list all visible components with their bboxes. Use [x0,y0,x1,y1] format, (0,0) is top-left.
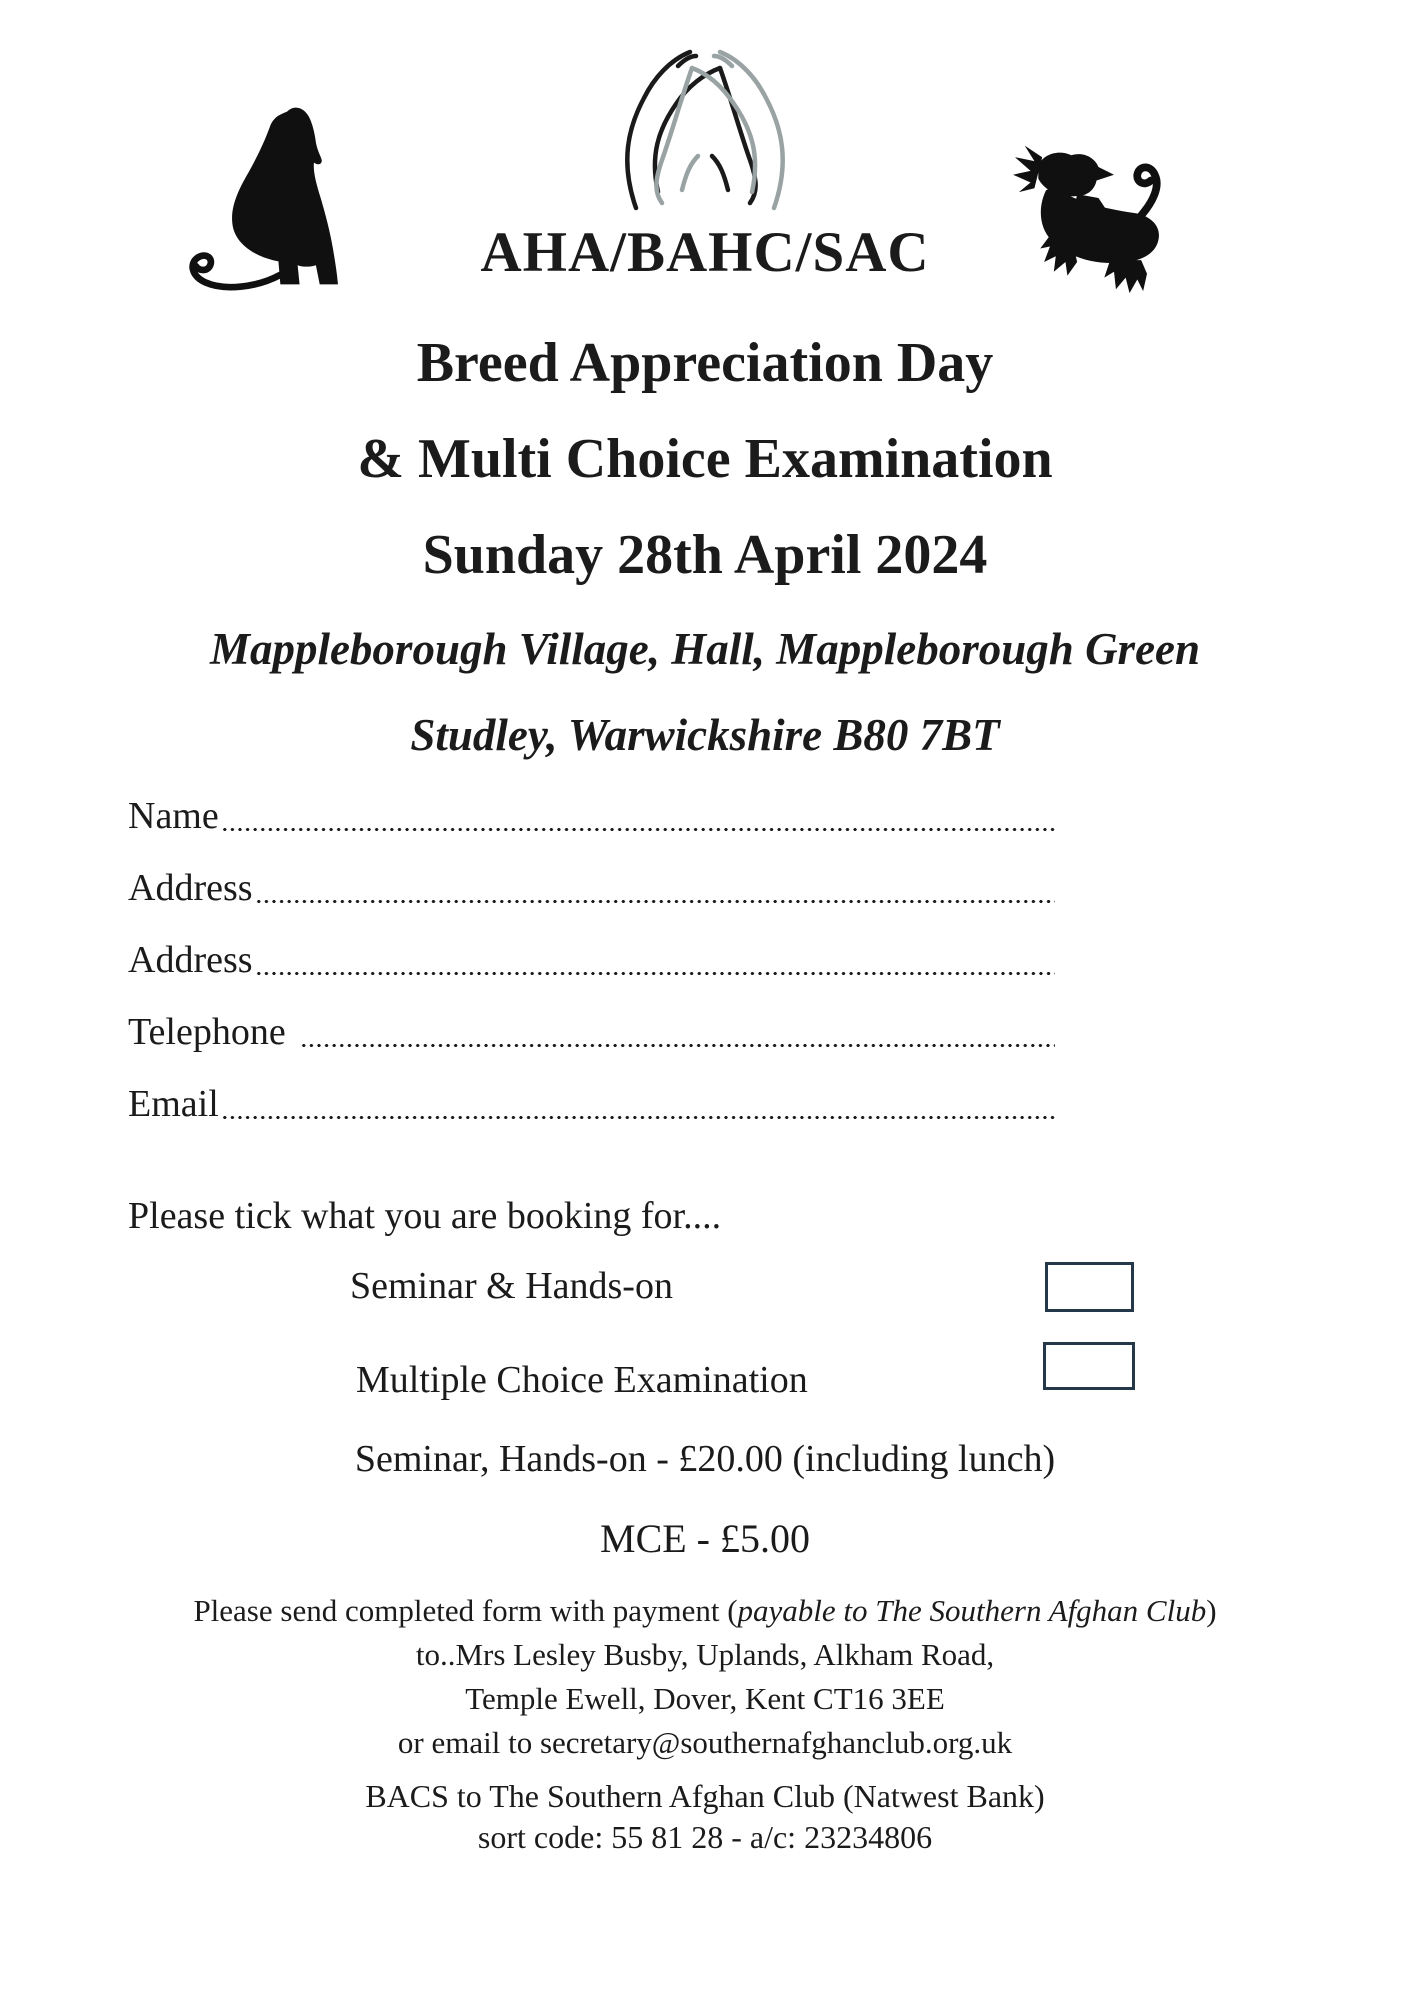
name-field-label: Name [128,795,219,837]
address1-field-label: Address [128,867,253,909]
address1-field-row [128,865,1055,913]
event-date: Sunday 28th April 2024 [422,524,988,586]
payment-line1 [0,1589,1410,1633]
payment-line3: Temple Ewell, Dover, Kent CT16 3EE [465,1681,945,1716]
bacs-details [0,1776,1410,1858]
payment-line1-pre: Please send completed form with payment ( [193,1593,738,1628]
payment-line4-email: or email to secretary@southernafghanclub.org.uk [397,1725,1013,1760]
address2-field-label: Address [128,939,253,981]
address1-field-line[interactable] [255,899,1055,904]
email-field-row [128,1081,1055,1129]
venue-line2: Studley, Warwickshire B80 7BT [410,710,1000,760]
payment-line2: to..Mrs Lesley Busby, Uplands, Alkham Road, [415,1637,995,1672]
event-title-line2: & Multi Choice Examination [357,428,1053,490]
tick-prompt: Please tick what you are booking for.... [128,1195,722,1237]
payment-line1-post: ) [1206,1593,1217,1628]
address2-field-line[interactable] [255,971,1055,976]
price-seminar: Seminar, Hands-on - £20.00 (including lunch) [354,1438,1056,1480]
option-mce-checkbox[interactable] [1043,1342,1135,1390]
option-seminar-label: Seminar & Hands-on [350,1265,673,1307]
name-field-line[interactable] [221,827,1055,832]
address2-field-row [128,937,1055,985]
option-seminar-checkbox[interactable] [1045,1262,1134,1312]
bacs-line1: BACS to The Southern Afghan Club (Natwest Bank) [365,1778,1045,1814]
telephone-field-label: Telephone [128,1011,286,1053]
org-title: AHA/BAHC/SAC [480,221,930,284]
two-afghan-hounds-line-art-icon [598,40,812,230]
email-field-label: Email [128,1083,219,1125]
telephone-field-row [128,1009,1055,1057]
bacs-line2-sort-code: sort code: 55 81 28 - a/c: 23234806 [477,1819,933,1855]
name-field-row [128,793,1055,841]
price-mce: MCE - £5.00 [600,1516,810,1561]
payment-instructions [0,1589,1410,1765]
telephone-field-line[interactable] [300,1043,1055,1048]
option-mce-label: Multiple Choice Examination [356,1359,808,1401]
event-title-line1: Breed Appreciation Day [416,332,994,394]
venue-line1: Mappleborough Village, Hall, Mappleborough Green [209,624,1201,674]
email-field-line[interactable] [221,1115,1055,1120]
payment-line1-italic: payable to The Southern Afghan Club [737,1593,1207,1628]
